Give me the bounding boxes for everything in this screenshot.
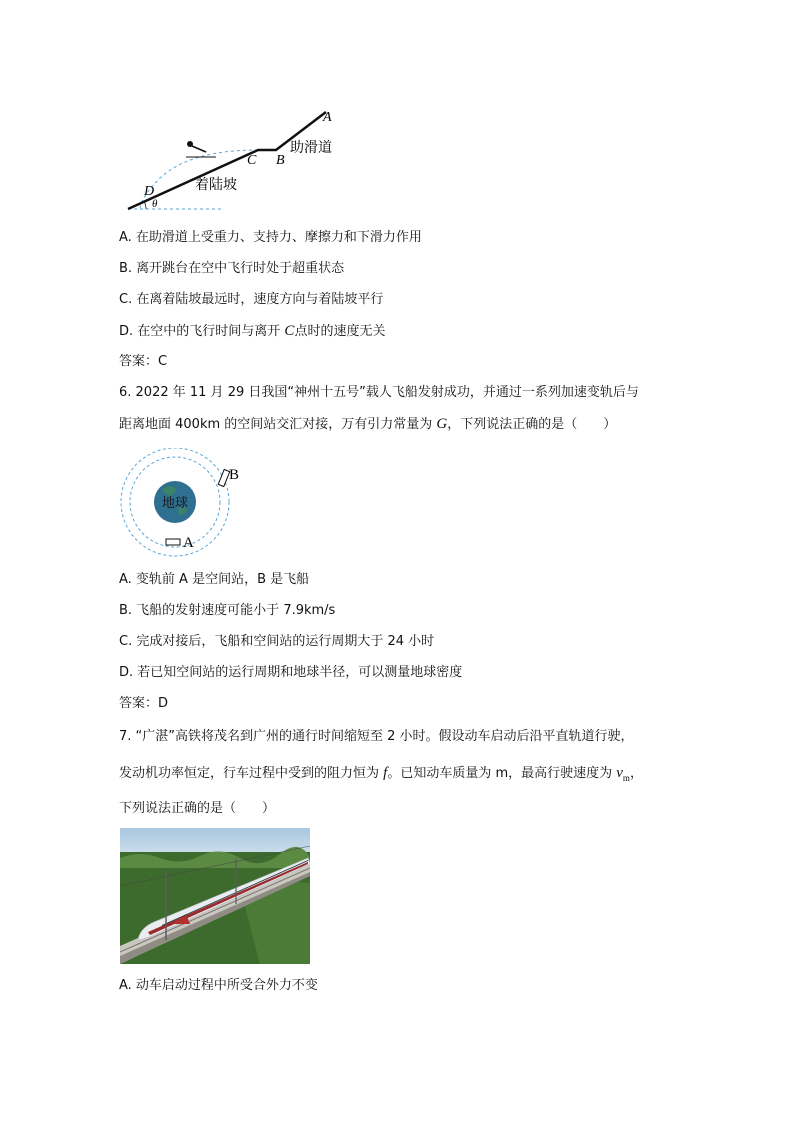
label-a: A [323,110,332,125]
q7-velocity-v: v [616,765,623,781]
slope-outline [128,112,326,209]
q6-stem-line1: 6. 2022 年 11 月 29 日我国“神州十五号”载人飞船发射成功，并通过一系列加速变轨后与 [119,385,639,400]
label-b: B [229,467,240,483]
q6-stem-tail: ，下列说法正确的是（ ） [447,417,617,432]
q7-resistance-f: f [383,765,388,781]
q7-stem-tail: ， [629,766,643,781]
train-photo [120,828,310,964]
q6-stem-text: 距离地面 400km 的空间站交汇对接，万有引力常量为 [119,417,437,432]
ski-jump-figure [120,100,360,218]
q7-stem-text: 发动机功率恒定，行车过程中受到的阻力恒为 [119,766,384,781]
q5-option-a: A. 在助滑道上受重力、支持力、摩擦力和下滑力作用 [119,230,422,245]
q5-answer: 答案：C [119,354,168,369]
q5-option-c: C. 在离着陆坡最远时，速度方向与着陆坡平行 [119,292,384,307]
q6-constant-g: G [436,416,448,432]
q6-option-b: B. 飞船的发射速度可能小于 7.9km/s [119,603,336,618]
label-a: A [183,535,194,551]
q5-point-c: C [284,323,295,339]
q7-stem-line1: 7. “广湛”高铁将茂名到广州的通行时间缩短至 2 小时。假设动车启动后沿平直轨道行驶， [119,729,634,744]
q5-option-d [119,322,385,341]
label-d: D [144,184,155,199]
label-slope: 着陆坡 [195,177,237,193]
orbit-figure [118,448,248,560]
satellite-a [166,539,180,545]
q5-option-d-text: D. 在空中的飞行时间与离开 [119,324,285,339]
q6-option-a: A. 变轨前 A 是空间站，B 是飞船 [119,572,310,587]
q7-option-a: A. 动车启动过程中所受合外力不变 [119,978,318,993]
q6-stem-line2 [119,415,616,434]
label-run: 助滑道 [290,140,332,156]
q6-option-c: C. 完成对接后，飞船和空间站的运行周期大于 24 小时 [119,634,435,649]
label-b: B [276,153,285,168]
q5-option-d-tail: 点时的速度无关 [294,324,386,339]
label-c: C [247,153,257,168]
q7-velocity-sub: m [622,773,630,783]
q7-stem-mid: 。已知动车质量为 m，最高行驶速度为 [387,766,617,781]
q7-stem-line3: 下列说法正确的是（ ） [119,801,276,816]
q5-option-b: B. 离开跳台在空中飞行时处于超重状态 [119,261,345,276]
q6-option-d: D. 若已知空间站的运行周期和地球半径，可以测量地球密度 [119,665,463,680]
label-theta: θ [152,198,158,210]
earth-label: 地球 [161,496,189,511]
q7-stem-line2 [119,764,643,787]
q6-answer: 答案：D [119,696,169,711]
skier-body [192,146,206,152]
